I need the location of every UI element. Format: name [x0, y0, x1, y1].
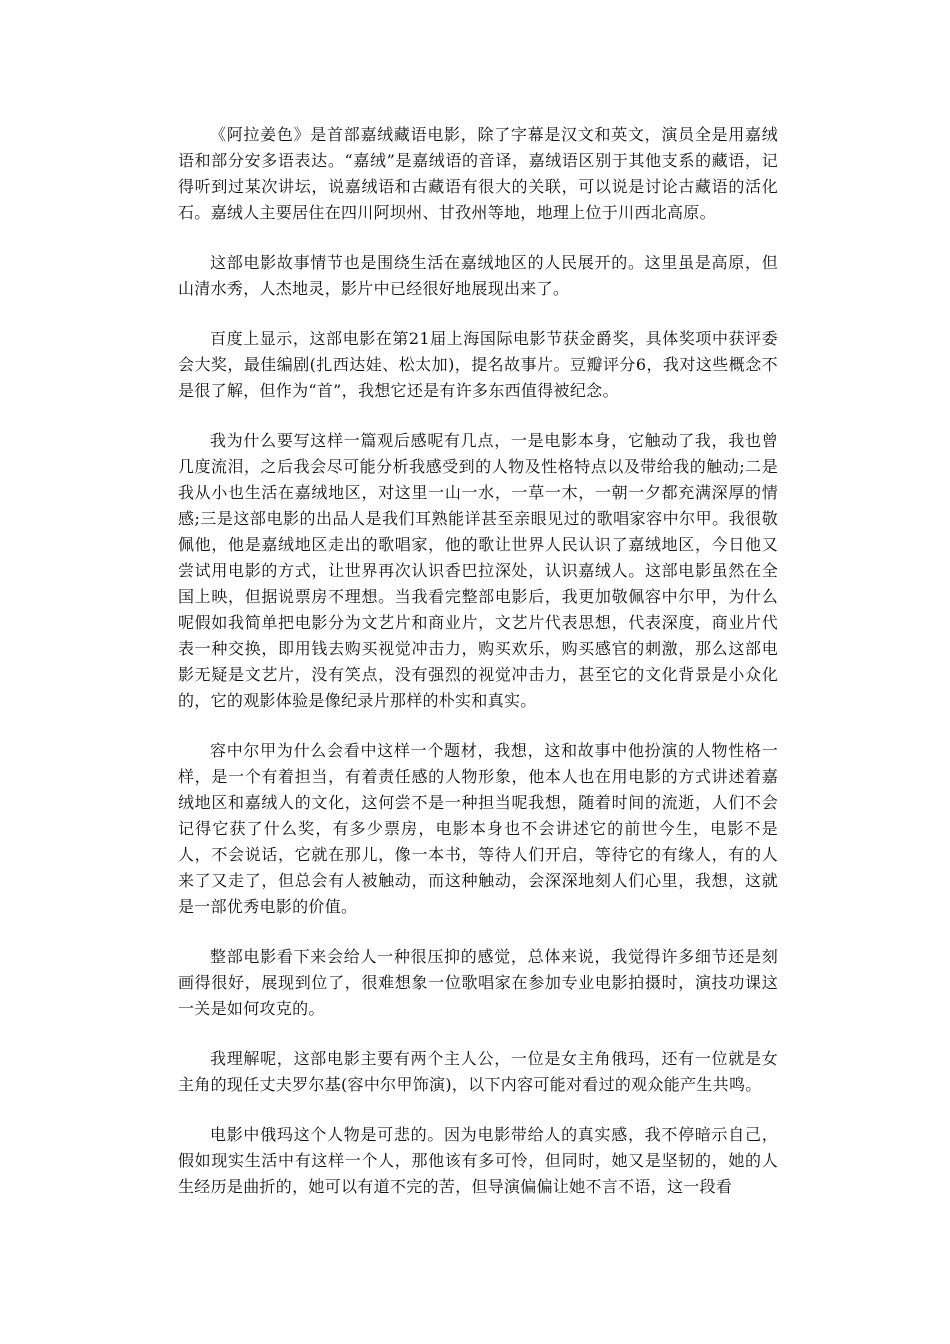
paragraph: 整部电影看下来会给人一种很压抑的感觉，总体来说，我觉得许多细节还是刻画得很好，展现到位了，很难想象一位歌唱家在参加专业电影拍摄时，演技功课这一关是如何攻克的。	[178, 947, 778, 1018]
paragraph: 我为什么要写这样一篇观后感呢有几点，一是电影本身，它触动了我，我也曾几度流泪，之后我会尽可能分析我感受到的人物及性格特点以及带给我的触动;二是我从小也生活在嘉绒地区，对这里一山一水，一草一木，一朝一夕都充满深厚的情感;三是这部电影的出品人是我们耳熟能详甚至亲眼见过的歌唱家容中尔甲。我很敬佩他，他是嘉绒地区走出的歌唱家，他的歌让世界人民认识了嘉绒地区，今日他又尝试用电影的方式，让世界再次认识香巴拉深处，认识嘉绒人。这部电影虽然在全国上映，但据说票房不理想。当我看完整部电影后，我更加敬佩容中尔甲，为什么呢假如我简单把电影分为文艺片和商业片，文艺片代表思想，代表深度，商业片代表一种交换，即用钱去购买视觉冲击力，购买欢乐，购买感官的刺激，那么这部电影无疑是文艺片，没有笑点，没有强烈的视觉冲击力，甚至它的文化背景是小众化的，它的观影体验是像纪录片那样的朴实和真实。	[178, 431, 778, 710]
paragraph: 这部电影故事情节也是围绕生活在嘉绒地区的人民展开的。这里虽是高原，但山清水秀，人杰地灵，影片中已经很好地展现出来了。	[178, 253, 778, 298]
document-body	[178, 122, 778, 1224]
paragraph: 《阿拉姜色》是首部嘉绒藏语电影，除了字幕是汉文和英文，演员全是用嘉绒语和部分安多语表达。“嘉绒”是嘉绒语的音译，嘉绒语区别于其他支系的藏语，记得听到过某次讲坛，说嘉绒语和古藏语有很大的关联，可以说是讨论古藏语的活化石。嘉绒人主要居住在四川阿坝州、甘孜州等地，地理上位于川西北高原。	[178, 125, 778, 222]
paragraph: 百度上显示，这部电影在第21届上海国际电影节获金爵奖，具体奖项中获评委会大奖，最佳编剧(扎西达娃、松太加)，提名故事片。豆瓣评分6，我对这些概念不是很了解，但作为“首”，我想它还是有许多东西值得被纪念。	[178, 329, 778, 400]
paragraph: 电影中俄玛这个人物是可悲的。因为电影带给人的真实感，我不停暗示自己，假如现实生活中有这样一个人，那他该有多可怜，但同时，她又是坚韧的，她的人生经历是曲折的，她可以有道不完的苦，但导演偏偏让她不言不语，这一段看	[178, 1125, 778, 1196]
paragraph: 我理解呢，这部电影主要有两个主人公，一位是女主角俄玛，还有一位就是女主角的现任丈夫罗尔基(容中尔甲饰演)，以下内容可能对看过的观众能产生共鸣。	[178, 1049, 778, 1094]
paragraph: 容中尔甲为什么会看中这样一个题材，我想，这和故事中他扮演的人物性格一样，是一个有着担当，有着责任感的人物形象，他本人也在用电影的方式讲述着嘉绒地区和嘉绒人的文化，这何尝不是一种担当呢我想，随着时间的流逝，人们不会记得它获了什么奖，有多少票房，电影本身也不会讲述它的前世今生，电影不是人，不会说话，它就在那儿，像一本书，等待人们开启，等待它的有缘人，有的人来了又走了，但总会有人被触动，而这种触动，会深深地刻人们心里，我想，这就是一部优秀电影的价值。	[178, 741, 778, 916]
